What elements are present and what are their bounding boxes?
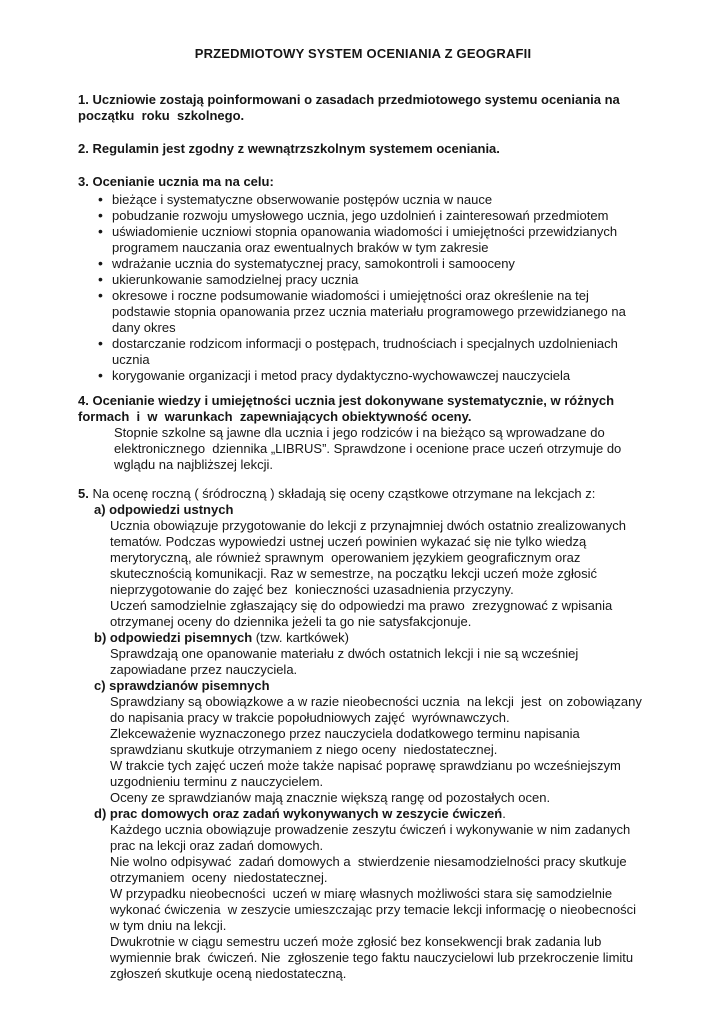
subitem-d-paragraph: Nie wolno odpisywać zadań domowych a stwierdzenie niesamodzielności pracy skutkuje otrzymaniem oceny niedostatecznej. xyxy=(110,854,631,885)
subitem-a-heading xyxy=(78,502,648,518)
paragraph-4-body: Stopnie szkolne są jawne dla ucznia i jego rodziców i na bieżąco są wprowadzane do elektronicznego dziennika „LIBRUS”. Sprawdzone i ocenione prace uczeń otrzymuje do wglądu na najbliższej lekcji. xyxy=(114,425,625,472)
subitem-d-label: d) prac domowych oraz zadań wykonywanych w zeszycie ćwiczeń xyxy=(94,806,503,821)
list-item: • ukierunkowanie samodzielnej pracy ucznia xyxy=(78,272,648,288)
subitem-d-suffix: . xyxy=(502,806,506,821)
subitem-d-paragraph: W przypadku nieobecności uczeń w miarę własnych możliwości stara się samodzielnie wykonać ćwiczenia w zeszycie umieszczając przy temacie lekcji informację o nieobecności w tym dniu na lekcji. xyxy=(110,886,640,933)
subitem-b-heading xyxy=(78,630,648,646)
document-title: PRZEDMIOTOWY SYSTEM OCENIANIA Z GEOGRAFII xyxy=(194,46,532,61)
subitem-d-paragraph: Każdego ucznia obowiązuje prowadzenie zeszytu ćwiczeń i wykonywanie w nim zadanych prac na lekcji oraz zadań domowych. xyxy=(110,822,634,853)
paragraph-3-heading: 3. Ocenianie ucznia ma na celu: xyxy=(78,174,274,189)
subitem-a-paragraph: Ucznia obowiązuje przygotowanie do lekcji z przynajmniej dwóch ostatnio zrealizowanych tematów. Podczas wypowiedzi ustnej uczeń powinien wykazać się nie tylko wiedzą merytoryczną, ale również sprawnym operowaniem językiem geograficznym oraz skutecznością komunikacji. Raz w semestrze, na początku lekcji uczeń może zgłosić nieprzygotowanie do zajęć bez konieczności uzasadnienia przyczyny. xyxy=(110,518,630,597)
subitem-b-label: b) odpowiedzi pisemnych xyxy=(94,630,253,645)
subitem-d-paragraph: Dwukrotnie w ciągu semestru uczeń może zgłosić bez konsekwencji brak zadania lub wymiennie brak ćwiczeń. Nie zgłoszenie tego faktu nauczycielowi lub przekroczenie limitu zgłoszeń skutkuje oceną niedostateczną. xyxy=(110,934,637,981)
paragraph-1: 1. Uczniowie zostają poinformowani o zasadach przedmiotowego systemu oceniania na początku roku szkolnego. xyxy=(78,92,624,123)
subitem-b-paragraph: Sprawdzają one opanowanie materiału z dwóch ostatnich lekcji i nie są wcześniej zapowiadane przez nauczyciela. xyxy=(110,646,582,677)
list-item: • okresowe i roczne podsumowanie wiadomości i umiejętności oraz określenie na tej podstawie stopnia opanowania przez ucznia materiału programowego przewidzianego na dany okres xyxy=(78,288,648,336)
list-item: • bieżące i systematyczne obserwowanie postępów ucznia w nauce xyxy=(78,192,648,208)
subitem-a-label: a) odpowiedzi ustnych xyxy=(94,502,234,517)
item-5-text: Na ocenę roczną ( śródroczną ) składają się oceny cząstkowe otrzymane na lekcjach z: xyxy=(88,486,596,501)
subitem-c-heading xyxy=(78,678,648,694)
goals-list xyxy=(78,192,648,384)
subitem-a-paragraph: Uczeń samodzielnie zgłaszający się do odpowiedzi ma prawo zrezygnować z wpisania otrzymanej oceny do dziennika jeżeli ta go nie satysfakcjonuje. xyxy=(110,598,616,629)
list-item: • dostarczanie rodzicom informacji o postępach, trudnościach i specjalnych uzdolnieniach ucznia xyxy=(78,336,648,368)
paragraph-5-intro xyxy=(78,486,648,502)
paragraph-4-heading: 4. Ocenianie wiedzy i umiejętności ucznia jest dokonywane systematycznie, w różnych formach i w warunkach zapewniających obiektywność oceny. xyxy=(78,393,618,424)
list-item: • korygowanie organizacji i metod pracy dydaktyczno-wychowawczej nauczyciela xyxy=(78,368,648,384)
subitem-c-paragraph: Oceny ze sprawdzianów mają znacznie większą rangę od pozostałych ocen. xyxy=(110,790,551,805)
subitem-c-label: c) sprawdzianów pisemnych xyxy=(94,678,270,693)
subitem-d-heading xyxy=(78,806,648,822)
subitem-c-paragraph: Zlekceważenie wyznaczonego przez nauczyciela dodatkowego terminu napisania sprawdzianu skutkuje otrzymaniem z niego oceny niedostatecznej. xyxy=(110,726,584,757)
subitem-c-paragraph: W trakcie tych zajęć uczeń może także napisać poprawę sprawdzianu po wcześniejszym uzgodnieniu terminu z nauczycielem. xyxy=(110,758,625,789)
subitem-b-suffix: (tzw. kartkówek) xyxy=(252,630,349,645)
item-5-number: 5. xyxy=(78,486,89,501)
paragraph-2: 2. Regulamin jest zgodny z wewnątrzszkolnym systemem oceniania. xyxy=(78,141,500,156)
subitem-c-paragraph: Sprawdziany są obowiązkowe a w razie nieobecności ucznia na lekcji jest on zobowiązany do napisania pracy w trakcie popołudniowych zajęć wyrównawczych. xyxy=(110,694,646,725)
list-item: • uświadomienie uczniowi stopnia opanowania wiadomości i umiejętności przewidzianych programem nauczania oraz ewentualnych braków w tym zakresie xyxy=(78,224,648,256)
list-item: • pobudzanie rozwoju umysłowego ucznia, jego uzdolnień i zainteresowań przedmiotem xyxy=(78,208,648,224)
list-item: • wdrażanie ucznia do systematycznej pracy, samokontroli i samooceny xyxy=(78,256,648,272)
